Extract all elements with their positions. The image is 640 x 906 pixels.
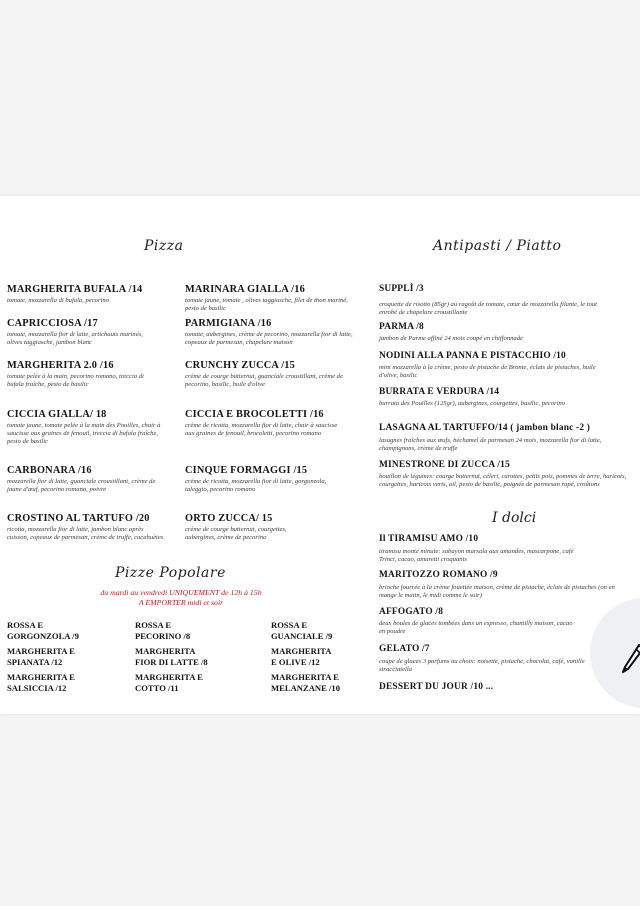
- pizza-item-name: CAPRICCIOSA /17: [7, 318, 98, 329]
- pizza-item-desc: tomate pelée à la main, pecorino romano, treccia di bufala fraîche, pesto de basilic: [7, 373, 144, 388]
- pizza-item-desc: ricotta, mozzarella fior di latte, jambon blanc après cuisson, copeaux de parmesan, crème de truffe, cacahuètes: [7, 526, 164, 541]
- pizza-item-name: CRUNCHY ZUCCA /15: [185, 360, 295, 371]
- antipasti-item-name: MINESTRONE DI ZUCCA /15: [379, 460, 510, 470]
- pizza-item-name: MARGHERITA BUFALA /14: [7, 284, 143, 295]
- antipasti-item-name: LASAGNA AL TARTUFFO/14 ( jambon blanc -2 ): [379, 423, 591, 433]
- antipasti-item-desc: bouillon de légumes: courge butternut, céleri, carottes, petits pois, pommes de terre, haricots, courgettes, haricots verts, ail, pesto de basilic, poignée de parmesan rapé, croûtons: [379, 473, 627, 488]
- pizza-item-name: ORTO ZUCCA/ 15: [185, 513, 273, 524]
- pizza-item-name: MARINARA GIALLA /16: [185, 284, 305, 295]
- pizza-item-name: MARGHERITA 2.0 /16: [7, 360, 114, 371]
- pizza-item-desc: tomate, mozzarella di bufala, pecorino: [7, 297, 109, 304]
- popolare-note-line2: A EMPORTER midi et soir: [138, 598, 224, 607]
- dolci-item-name: AFFOGATO /8: [379, 607, 444, 617]
- antipasti-item-desc: jambon de Parme affiné 24 mois coupé en chiffonnade: [379, 335, 523, 342]
- popolare-item: ROSSA E PECORINO /8: [135, 620, 191, 641]
- dolci-item-name: GELATO /7: [379, 644, 430, 654]
- popolare-item: ROSSA E GUANCIALE /9: [271, 620, 333, 641]
- antipasti-item-name: BURRATA E VERDURA /14: [379, 387, 500, 397]
- pizza-item-name: CARBONARA /16: [7, 465, 92, 476]
- dolci-item-name: DESSERT DU JOUR /10 ...: [379, 682, 494, 692]
- pizza-item-desc: tomate jaune, tomate pelée à la main des Pouilles, chair à saucisse aux graines de fenouil, treccia di bufala fraîche, pesto de basilic: [7, 422, 161, 445]
- dolci-item-desc: tiramisu monté minute: sabayon marsala aux amandes, mascarpone, café Trinci, cacao, amaretti croquants: [379, 548, 574, 563]
- dolci-item-desc: coupe de glaces 3 parfums au choix: noisette, pistache, chocolat, café, vanille stracciatella: [379, 658, 585, 673]
- popolare-title: Pizze Popolare: [115, 565, 226, 581]
- antipasti-item-desc: lasagnes fraîches aux œufs, béchamel de parmesan 24 mois, mozzarella fior di latte, champignons, crème de truffe: [379, 437, 602, 452]
- pizza-item-desc: mozzarella fior di latte, guanciale croustillant, crème de jaune d'œuf, pecorino romano, poivre: [7, 478, 156, 493]
- pizza-item-desc: tomate jaune, tomate , olives taggiasche, filet de thon mariné, pesto de basilic: [185, 297, 348, 312]
- popolare-item: MARGHERITA E OLIVE /12: [271, 646, 332, 667]
- popolare-item: MARGHERITA FIOR DI LATTE /8: [135, 646, 208, 667]
- popolare-item: MARGHERITA E SPIANATA /12: [7, 646, 75, 667]
- pen-icon: [620, 643, 640, 677]
- antipasti-title: Antipasti / Piatto: [433, 238, 562, 254]
- pizza-item-name: CINQUE FORMAGGI /15: [185, 465, 308, 476]
- popolare-item: MARGHERITA E MELANZANE /10: [271, 672, 340, 693]
- popolare-note: [40, 588, 322, 608]
- pizza-item-name: PARMIGIANA /16: [185, 318, 272, 329]
- antipasti-item-desc: croquette de risotto (85gr) au ragoût de tomate, cœur de mozzarella filante, le tout enrobé de chapelure croustillante: [379, 301, 597, 316]
- menu-sheet: [0, 196, 640, 714]
- popolare-item: ROSSA E GORGONZOLA /9: [7, 620, 79, 641]
- pizza-item-desc: crème de ricotta, mozzarella fior di latte, gorgonzola, taleggio, pecorino romano: [185, 478, 327, 493]
- pizza-item-name: CICCIA E BROCOLETTI /16: [185, 409, 324, 420]
- antipasti-item-desc: burrata des Pouilles (125gr), aubergines, courgettes, basilic, pecorino: [379, 400, 566, 407]
- dolci-item-name: Il TIRAMISU AMO /10: [379, 534, 479, 544]
- pizza-title: Pizza: [144, 238, 184, 254]
- pizza-item-desc: crème de courge butternut, courgettes, aubergines, crème de pecorino: [185, 526, 287, 541]
- pizza-item-name: CROSTINO AL TARTUFO /20: [7, 513, 150, 524]
- antipasti-item-name: NODINI ALLA PANNA E PISTACCHIO /10: [379, 351, 566, 361]
- pizza-item-desc: tomate, aubergines, crème de pecorino, mozzarella fior di latte, copeaux de parmesan, chapelure maison: [185, 331, 353, 346]
- popolare-item: MARGHERITA E COTTO /11: [135, 672, 203, 693]
- pizza-item-desc: tomate, mozzarella fior di latte, artichauts marinés, olives taggiasche, jambon blanc: [7, 331, 143, 346]
- pizza-item-name: CICCIA GIALLA/ 18: [7, 409, 107, 420]
- dolci-item-name: MARITOZZO ROMANO /9: [379, 570, 498, 580]
- dolci-title: I dolci: [492, 510, 537, 526]
- pizza-item-desc: crème de ricotta, mozzarella fior di latte, chair à saucisse aux graines de fenouil, brocoletti, pecorino romano: [185, 422, 338, 437]
- popolare-item: MARGHERITA E SALSICCIA /12: [7, 672, 75, 693]
- popolare-note-line1: du mardi au vendredi UNIQUEMENT de 12h à 15h: [100, 588, 262, 597]
- antipasti-item-name: SUPPLÌ /3: [379, 284, 424, 294]
- dolci-item-desc: deux boules de glaces tombées dans un espresso, chantilly maison, cacao en poudre: [379, 620, 573, 635]
- dolci-item-desc: brioche fourrée à la crème fouettée maison, crème de pistache, éclats de pistaches (on en mange le matin, le midi comme le soir): [379, 584, 615, 599]
- pizza-item-desc: crème de courge butternut, guanciale croustillant, crème de pecorino, basilic, huile d'olive: [185, 373, 343, 388]
- antipasti-item-desc: mini mozzarella à la crème, pesto de pistache de Bronte, éclats de pistaches, huile d'olive, basilic: [379, 364, 596, 379]
- antipasti-item-name: PARMA /8: [379, 322, 424, 332]
